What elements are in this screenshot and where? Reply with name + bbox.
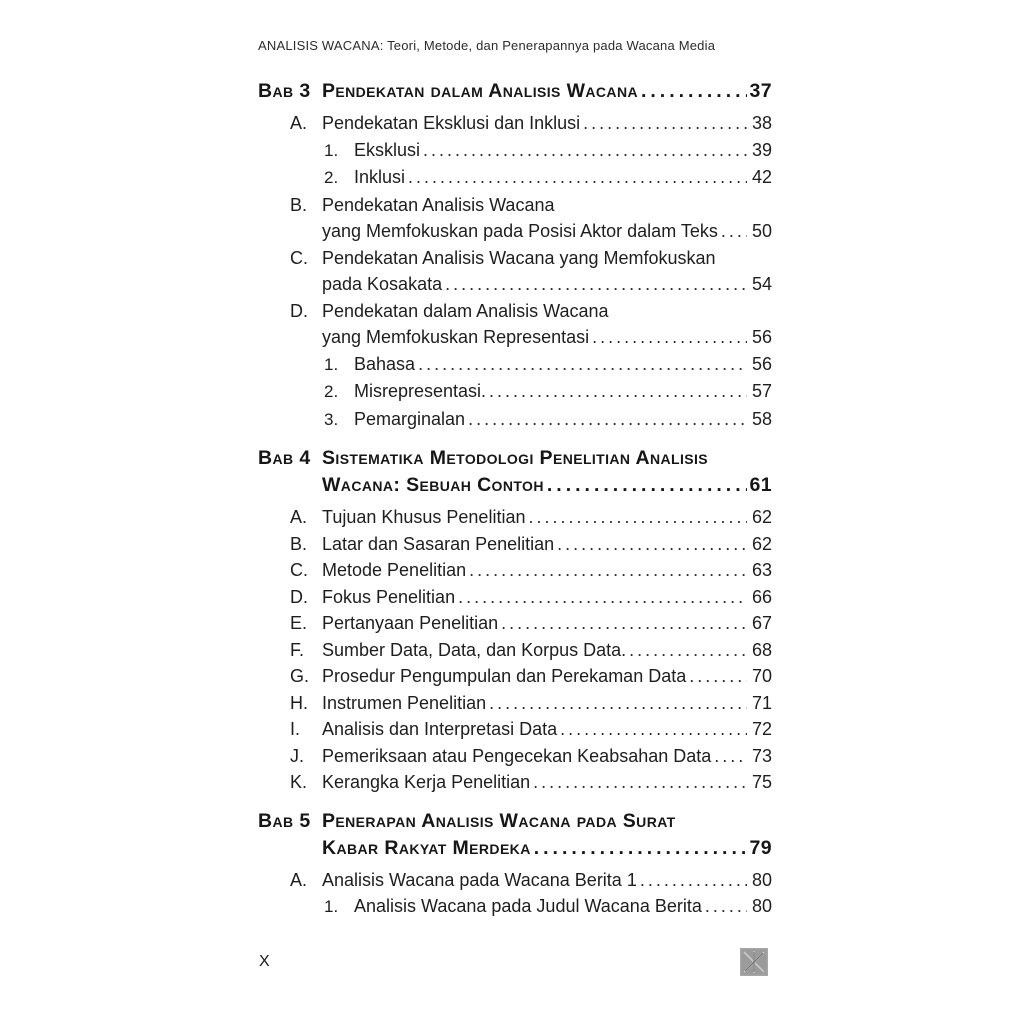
entry-page-number: 50	[751, 221, 772, 241]
entry-title: Eksklusi	[354, 139, 421, 160]
chapter-heading	[258, 78, 772, 105]
entry-title: Instrumen Penelitian	[322, 692, 487, 713]
chapter-heading-continuation	[258, 835, 772, 862]
publisher-stamp-icon	[740, 948, 768, 976]
toc-entry	[258, 690, 772, 717]
entry-title: Fokus Penelitian	[322, 586, 456, 607]
chapter-label: Bab 3	[258, 80, 311, 102]
entry-marker: B.	[290, 194, 308, 215]
entry-marker: H.	[290, 692, 308, 713]
entry-page-number: 67	[751, 613, 772, 633]
chapter-bab3	[258, 78, 772, 433]
dot-leader	[458, 584, 747, 611]
entry-marker: C.	[290, 560, 308, 580]
entry-title: Prosedur Pengumpulan dan Perekaman Data	[322, 666, 687, 686]
entry-marker: K.	[290, 772, 308, 792]
entry-page-number: 56	[751, 353, 772, 374]
entry-title: Analisis Wacana pada Judul Wacana Berita	[354, 896, 702, 916]
chapter-bab5	[258, 808, 772, 921]
entry-page-number: 62	[751, 533, 772, 554]
toc-entry	[258, 531, 772, 558]
toc-entry	[258, 245, 772, 272]
entry-title: Pendekatan Eksklusi dan Inklusi	[322, 113, 581, 133]
dot-leader	[547, 472, 747, 499]
chapter-page-number: 37	[749, 80, 772, 102]
entry-page-number: 70	[751, 666, 772, 686]
toc-entry	[258, 406, 772, 434]
chapter-page-number: 61	[749, 474, 772, 496]
toc-entry	[258, 110, 772, 137]
dot-leader	[489, 690, 747, 717]
entry-marker: A.	[290, 869, 308, 890]
page-number-roman: X	[259, 953, 270, 970]
dot-leader	[705, 893, 747, 920]
toc-entry	[258, 137, 772, 165]
running-header: ANALISIS WACANA: Teori, Metode, dan Penerapannya pada Wacana Media	[258, 38, 716, 53]
dot-leader	[445, 271, 747, 298]
entry-marker: A.	[290, 507, 308, 527]
entry-marker: C.	[290, 247, 308, 268]
toc-entry	[258, 637, 772, 664]
entry-page-number: 62	[751, 507, 772, 527]
entry-title: Pendekatan dalam Analisis Wacana	[322, 300, 609, 321]
dot-leader	[489, 378, 747, 405]
chapter-items	[258, 110, 772, 433]
entry-marker: 3.	[324, 409, 339, 429]
dot-leader	[557, 531, 747, 558]
entry-title: Metode Penelitian	[322, 560, 467, 580]
entry-title: Analisis dan Interpretasi Data	[322, 719, 558, 739]
entry-page-number: 80	[751, 869, 772, 890]
chapter-bab4	[258, 445, 772, 796]
entry-title-line2: yang Memfokuskan pada Posisi Aktor dalam Teks	[322, 221, 718, 241]
toc-entry	[258, 192, 772, 219]
entry-page-number: 63	[751, 560, 772, 580]
entry-page-number: 39	[751, 139, 772, 160]
toc-entry-continuation	[258, 324, 772, 351]
chapter-label: Bab 4	[258, 447, 311, 469]
entry-page-number: 58	[751, 408, 772, 429]
dot-leader	[408, 164, 747, 191]
chapter-title-line2: Kabar Rakyat Merdeka	[322, 836, 531, 859]
entry-marker: I.	[290, 719, 301, 739]
entry-marker: D.	[290, 586, 308, 607]
dot-leader	[423, 137, 747, 164]
entry-page-number: 38	[751, 113, 772, 133]
toc-entry	[258, 584, 772, 611]
toc-entry	[258, 164, 772, 192]
entry-title: Bahasa	[354, 353, 416, 374]
entry-marker: 1.	[324, 140, 339, 160]
entry-marker: G.	[290, 666, 310, 686]
entry-title: Inklusi	[354, 167, 406, 187]
toc-entry-continuation	[258, 218, 772, 245]
chapter-items	[258, 867, 772, 921]
entry-marker: E.	[290, 613, 308, 633]
entry-page-number: 57	[751, 381, 772, 401]
entry-page-number: 54	[751, 274, 772, 294]
entry-title: Pendekatan Analisis Wacana yang Memfokuskan	[322, 247, 716, 268]
dot-leader	[583, 110, 747, 137]
toc-entry	[258, 663, 772, 690]
entry-title-line2: pada Kosakata	[322, 274, 443, 294]
dot-leader	[533, 769, 747, 796]
dot-leader	[641, 78, 747, 105]
entry-page-number: 73	[751, 745, 772, 766]
entry-page-number: 68	[751, 639, 772, 660]
chapter-label: Bab 5	[258, 809, 311, 832]
entry-marker: D.	[290, 300, 308, 321]
entry-marker: 1.	[324, 897, 339, 916]
dot-leader	[592, 324, 747, 351]
dot-leader	[528, 504, 747, 531]
entry-marker: 1.	[324, 354, 339, 374]
toc-entry	[258, 769, 772, 796]
entry-marker: B.	[290, 533, 308, 554]
toc-entry	[258, 893, 772, 921]
entry-title-line2: yang Memfokuskan Representasi	[322, 327, 590, 347]
chapter-page-number: 79	[749, 836, 772, 859]
dot-leader	[629, 637, 747, 664]
toc-entry	[258, 716, 772, 743]
dot-leader	[640, 867, 747, 894]
entry-title: Sumber Data, Data, dan Korpus Data.	[322, 639, 627, 660]
entry-title: Pemarginalan	[354, 408, 466, 429]
chapter-title-line1: Penerapan Analisis Wacana pada Surat	[322, 809, 676, 832]
entry-title: Misrepresentasi.	[354, 381, 487, 401]
entry-title: Analisis Wacana pada Wacana Berita 1	[322, 869, 637, 890]
toc-entry	[258, 610, 772, 637]
toc-entry	[258, 298, 772, 325]
dot-leader	[501, 610, 747, 637]
chapter-items	[258, 504, 772, 796]
entry-title: Pendekatan Analisis Wacana	[322, 194, 555, 215]
chapter-heading	[258, 808, 772, 835]
entry-title: Pemeriksaan atau Pengecekan Keabsahan Data	[322, 745, 712, 766]
entry-marker: 2.	[324, 382, 339, 401]
chapter-title-line1: Sistematika Metodologi Penelitian Analisis	[322, 447, 709, 469]
dot-leader	[714, 743, 747, 770]
entry-marker: 2.	[324, 168, 339, 187]
table-of-contents	[258, 78, 772, 921]
entry-page-number: 66	[751, 586, 772, 607]
entry-page-number: 80	[751, 896, 772, 916]
entry-title: Tujuan Khusus Penelitian	[322, 507, 526, 527]
toc-entry	[258, 378, 772, 406]
entry-title: Latar dan Sasaran Penelitian	[322, 533, 555, 554]
chapter-title: Pendekatan dalam Analisis Wacana	[322, 80, 638, 102]
entry-page-number: 56	[751, 327, 772, 347]
entry-page-number: 42	[751, 167, 772, 187]
chapter-heading-continuation	[258, 472, 772, 499]
dot-leader	[721, 218, 747, 245]
chapter-title-line2: Wacana: Sebuah Contoh	[322, 474, 544, 496]
toc-entry	[258, 867, 772, 894]
toc-entry	[258, 504, 772, 531]
entry-page-number: 72	[751, 719, 772, 739]
entry-page-number: 71	[751, 692, 772, 713]
toc-entry	[258, 557, 772, 584]
toc-entry	[258, 743, 772, 770]
entry-title: Kerangka Kerja Penelitian	[322, 772, 531, 792]
dot-leader	[469, 557, 747, 584]
entry-marker: F.	[290, 639, 305, 660]
entry-marker: A.	[290, 113, 308, 133]
dot-leader	[534, 835, 747, 862]
entry-page-number: 75	[751, 772, 772, 792]
dot-leader	[689, 663, 747, 690]
dot-leader	[418, 351, 747, 378]
toc-entry-continuation	[258, 271, 772, 298]
chapter-heading	[258, 445, 772, 472]
entry-title: Pertanyaan Penelitian	[322, 613, 499, 633]
dot-leader	[468, 406, 747, 433]
entry-marker: J.	[290, 745, 305, 766]
toc-entry	[258, 351, 772, 379]
dot-leader	[560, 716, 747, 743]
